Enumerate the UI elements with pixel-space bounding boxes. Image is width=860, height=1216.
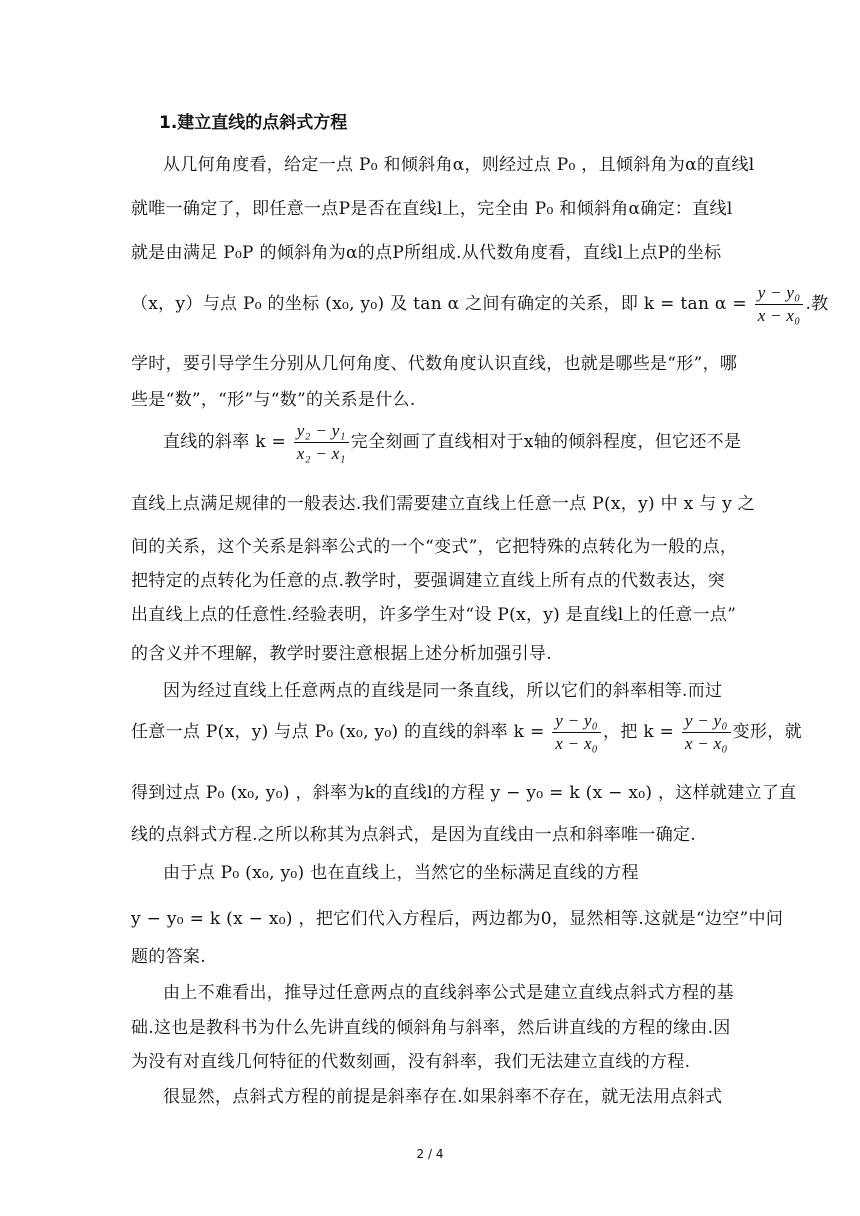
- slope-formula-line: [163, 420, 742, 465]
- fraction: [755, 282, 804, 327]
- paragraph-line: 出直线上点的任意性.经验表明，许多学生对“设 P(x，y) 是直线l上的任意一点”: [131, 605, 737, 625]
- formula-text: 直线的斜率 k =: [163, 432, 287, 452]
- paragraph-line: 线的点斜式方程.之所以称其为点斜式，是因为直线由一点和斜率唯一确定.: [131, 825, 697, 845]
- fraction: [294, 420, 349, 465]
- paragraph-line: 因为经过直线上任意两点的直线是同一条直线，所以它们的斜率相等.而过: [163, 681, 723, 701]
- paragraph-line: 从几何角度看，给定一点 P₀ 和倾斜角α，则经过点 P₀ ，且倾斜角为α的直线l: [163, 155, 755, 175]
- fraction: [552, 710, 601, 755]
- paragraph-line: 础.这也是教科书为什么先讲直线的倾斜角与斜率，然后讲直线的方程的缘由.因: [131, 1018, 731, 1038]
- paragraph-line: 很显然，点斜式方程的前提是斜率存在.如果斜率不存在，就无法用点斜式: [163, 1087, 723, 1107]
- fraction-numerator: y − y₀: [755, 282, 804, 305]
- paragraph-line: 由上不难看出，推导过任意两点的直线斜率公式是建立直线点斜式方程的基: [163, 983, 734, 1003]
- formula-line: [131, 710, 802, 755]
- page-number: 2 / 4: [416, 1147, 444, 1161]
- formula-text: 任意一点 P(x，y) 与点 P₀ (x₀, y₀) 的直线的斜率 k =: [131, 722, 545, 742]
- formula-line: [131, 282, 829, 327]
- paragraph-line: 就是由满足 P₀P 的倾斜角为α的点P所组成.从代数角度看，直线l上点P的坐标: [131, 243, 722, 263]
- fraction-numerator: y − y₀: [682, 710, 731, 733]
- fraction: [682, 710, 731, 755]
- paragraph-line: 学时，要引导学生分别从几何角度、代数角度认识直线，也就是哪些是“形”，哪: [131, 354, 738, 374]
- paragraph-line: 把特定的点转化为任意的点.教学时，要强调建立直线上所有点的代数表达，突: [131, 571, 725, 591]
- paragraph-line: 由于点 P₀ (x₀, y₀) 也在直线上，当然它的坐标满足直线的方程: [163, 863, 639, 883]
- fraction-numerator: y₂ − y₁: [294, 420, 349, 443]
- paragraph-line: 的含义并不理解，教学时要注意根据上述分析加强引导.: [131, 644, 552, 664]
- fraction-denominator: x − x₀: [684, 734, 728, 753]
- formula-text: 完全刻画了直线相对于x轴的倾斜程度，但它还不是: [350, 432, 742, 452]
- formula-text: .教: [805, 294, 829, 314]
- formula-text: 变形，就: [732, 722, 802, 742]
- fraction-denominator: x − x₀: [757, 306, 801, 325]
- paragraph-line: 直线上点满足规律的一般表达.我们需要建立直线上任意一点 P(x，y) 中 x 与 y 之: [131, 494, 756, 514]
- section-heading: 1.建立直线的点斜式方程: [159, 113, 348, 133]
- paragraph-line: 为没有对直线几何特征的代数刻画，没有斜率，我们无法建立直线的方程.: [131, 1052, 691, 1072]
- formula-text: （x，y）与点 P₀ 的坐标 (x₀, y₀) 及 tan α 之间有确定的关系，即 k = tan α =: [131, 294, 747, 314]
- paragraph-line: 得到过点 P₀ (x₀, y₀) ，斜率为k的直线l的方程 y − y₀ = k (x − x₀) ，这样就建立了直: [131, 783, 797, 803]
- paragraph-line: 就唯一确定了，即任意一点P是否在直线l上，完全由 P₀ 和倾斜角α确定：直线l: [131, 199, 733, 219]
- formula-text: ，把 k =: [603, 722, 675, 742]
- fraction-denominator: x − x₀: [555, 734, 599, 753]
- paragraph-line: 间的关系，这个关系是斜率公式的一个“变式”，它把特殊的点转化为一般的点，: [131, 537, 738, 557]
- fraction-denominator: x₂ − x₁: [296, 444, 346, 463]
- paragraph-line: 题的答案.: [131, 947, 206, 967]
- paragraph-line: y − y₀ = k (x − x₀) ，把它们代入方程后，两边都为0，显然相等.这就是“边空”中问: [131, 909, 784, 929]
- fraction-numerator: y − y₀: [552, 710, 601, 733]
- paragraph-line: 些是“数”，“形”与“数”的关系是什么.: [131, 390, 416, 410]
